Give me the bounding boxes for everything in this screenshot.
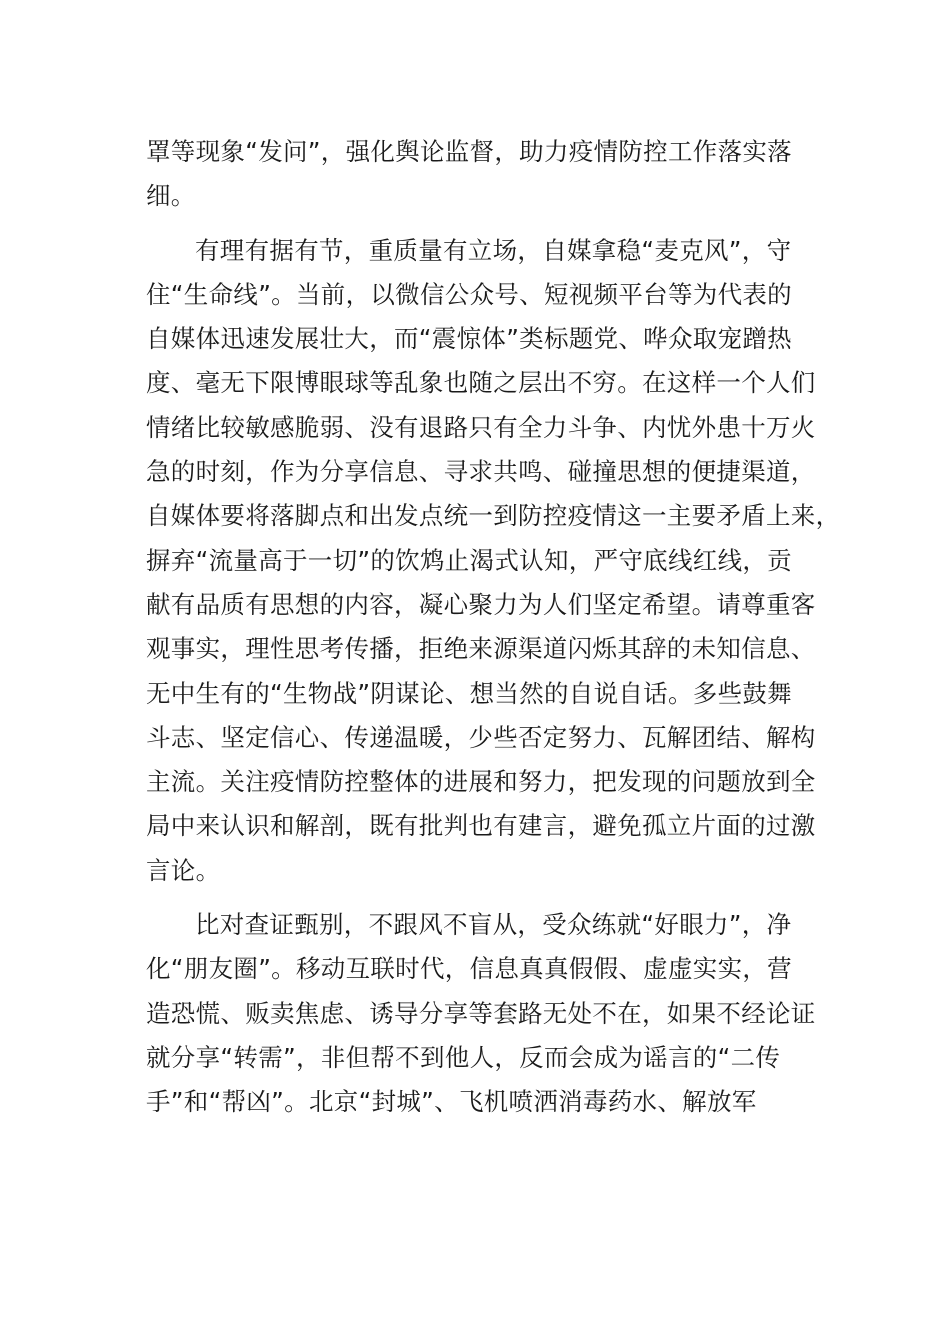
paragraph — [146, 130, 806, 219]
text-line: 手”和“帮凶”。北京“封城”、飞机喷洒消毒药水、解放军 — [146, 1087, 757, 1117]
text-line: 造恐慌、贩卖焦虑、诱导分享等套路无处不在，如果不经论证 — [146, 998, 816, 1028]
text-line: 急的时刻，作为分享信息、寻求共鸣、碰撞思想的便捷渠道， — [146, 457, 816, 487]
text-line: 局中来认识和解剖，既有批判也有建言，避免孤立片面的过激 — [146, 811, 816, 841]
text-line: 无中生有的“生物战”阴谋论、想当然的自说自话。多些鼓舞 — [146, 678, 792, 708]
text-line: 观事实，理性思考传播，拒绝来源渠道闪烁其辞的未知信息、 — [146, 634, 816, 664]
text-line: 化“朋友圈”。移动互联时代，信息真真假假、虚虚实实，营 — [146, 954, 792, 984]
text-line: 有理有据有节，重质量有立场，自媒拿稳“麦克风”，守 — [195, 235, 792, 265]
text-line: 主流。关注疫情防控整体的进展和努力，把发现的问题放到全 — [146, 767, 816, 797]
paragraph — [146, 903, 816, 1124]
text-line: 情绪比较敏感脆弱、没有退路只有全力斗争、内忧外患十万火 — [146, 412, 816, 442]
document-body — [146, 130, 841, 1125]
text-line: 斗志、坚定信心、传递温暖，少些否定努力、瓦解团结、解构 — [146, 722, 816, 752]
text-line: 摒弃“流量高于一切”的饮鸩止渴式认知，严守底线红线，贡 — [146, 545, 792, 575]
text-line: 自媒体迅速发展壮大，而“震惊体”类标题党、哗众取宠蹭热 — [146, 324, 792, 354]
text-line: 细。 — [146, 181, 196, 211]
text-line: 比对查证甄别，不跟风不盲从，受众练就“好眼力”，净 — [195, 910, 792, 940]
text-line: 言论。 — [146, 855, 221, 885]
text-line: 献有品质有思想的内容，凝心聚力为人们坚定希望。请尊重客 — [146, 589, 816, 619]
text-line: 住“生命线”。当前，以微信公众号、短视频平台等为代表的 — [146, 279, 792, 309]
paragraph — [146, 229, 841, 893]
text-line: 就分享“转需”，非但帮不到他人，反而会成为谣言的“二传 — [146, 1042, 781, 1072]
text-line: 罩等现象“发问”，强化舆论监督，助力疫情防控工作落实落 — [146, 137, 792, 166]
text-line: 自媒体要将落脚点和出发点统一到防控疫情这一主要矛盾上来， — [146, 501, 841, 531]
text-line: 度、毫无下限博眼球等乱象也随之层出不穷。在这样一个人们 — [146, 368, 816, 398]
